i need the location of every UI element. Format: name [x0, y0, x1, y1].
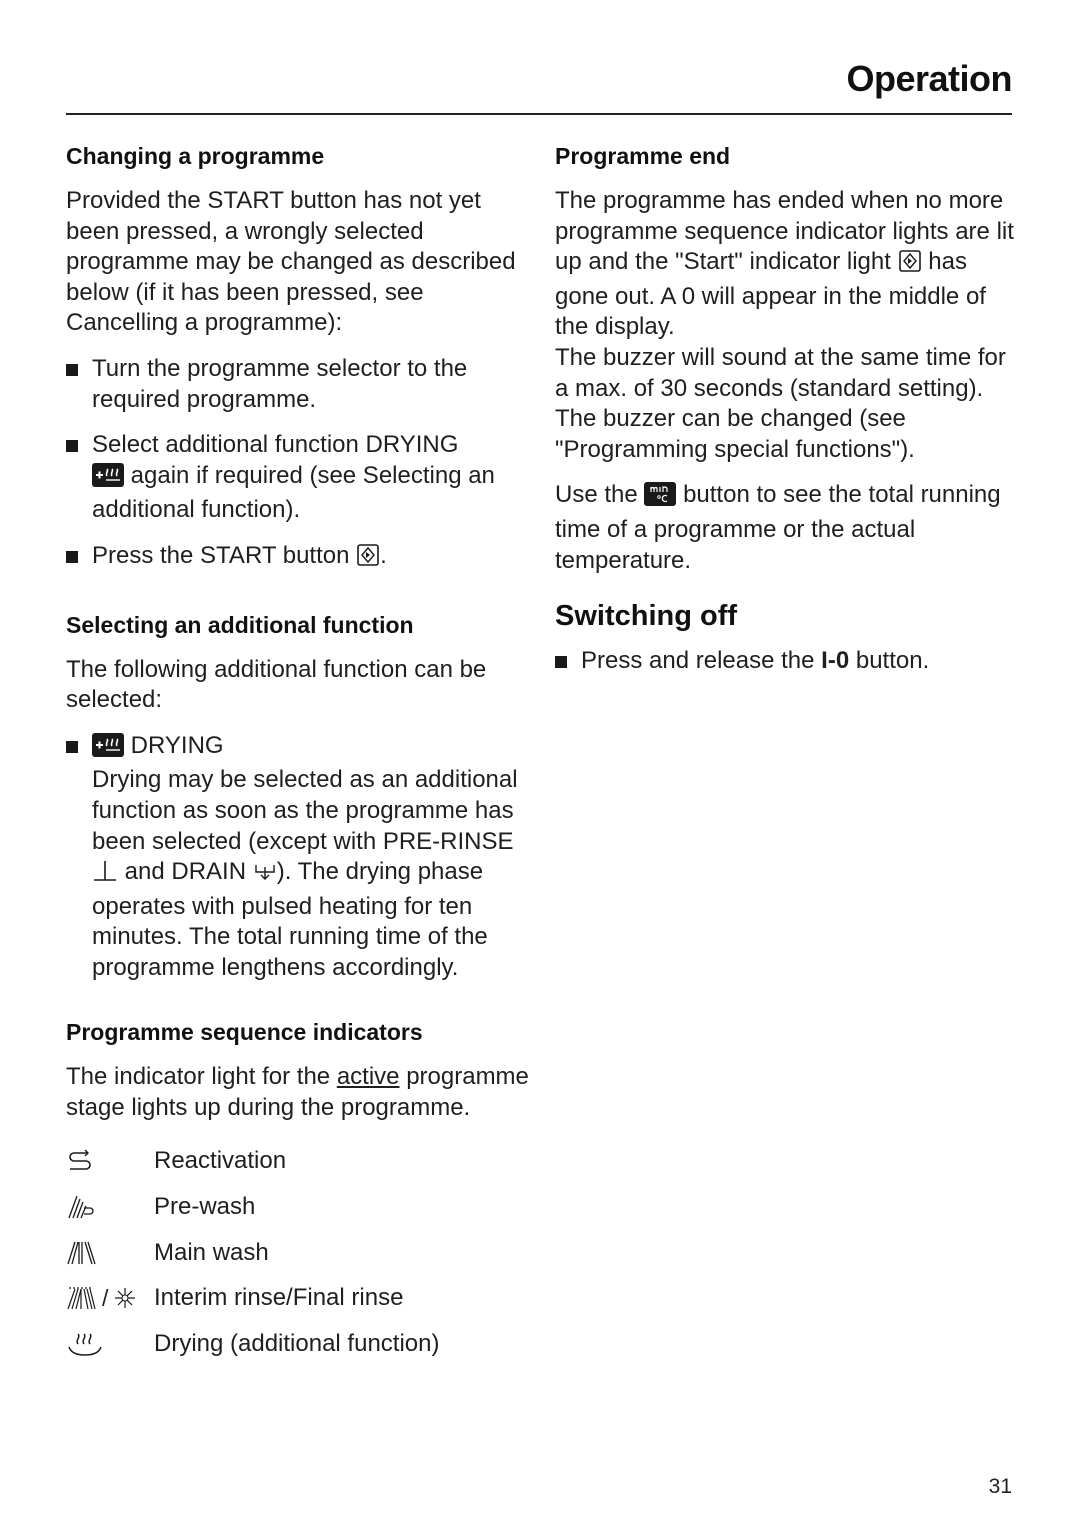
indicator-label: Pre-wash: [154, 1193, 256, 1221]
changing-programme-heading: Changing a programme: [66, 143, 325, 169]
programme-end-text: [555, 186, 1015, 465]
list-item: [555, 646, 1015, 677]
page-header-title: Operation: [846, 58, 1012, 99]
switching-off-heading: Switching off: [555, 600, 738, 633]
start-button-icon: [356, 543, 380, 576]
indicator-label: Reactivation: [154, 1147, 287, 1175]
intro-part: The indicator light for the: [66, 1063, 331, 1091]
i-0-button-label: I-0: [821, 647, 850, 675]
min-temp-button-icon: [644, 482, 676, 515]
bullet-text-part: again if required (see Selecting an additional function).: [92, 461, 495, 524]
left-column: [66, 140, 530, 1367]
indicator-label: Drying (additional function): [154, 1329, 440, 1357]
reactivation-icon: [66, 1149, 154, 1173]
intro-part: programme stage lights up during the programme.: [66, 1063, 529, 1122]
drying-text-part: and DRAIN: [124, 858, 247, 886]
bullet-square-icon: [555, 656, 567, 668]
sequence-indicators-heading: Programme sequence indicators: [66, 1019, 423, 1046]
indicator-label: Interim rinse/Final rinse: [154, 1284, 404, 1312]
sequence-indicators-intro: [66, 1062, 530, 1123]
drying-title: DRYING: [130, 731, 224, 759]
indicator-row-pre-wash: [66, 1184, 530, 1230]
main-wash-icon: [66, 1240, 154, 1266]
programme-end-heading: Programme end: [555, 143, 731, 169]
indicator-row-main-wash: [66, 1230, 530, 1276]
list-item: [66, 354, 530, 415]
active-word: active: [336, 1063, 400, 1091]
bullet-text: [92, 430, 530, 526]
indicator-label: Main wash: [154, 1238, 269, 1266]
drying-text-part: Drying may be selected as an additional function as soon as the programme has been selected (except with PRE-RINSE: [92, 766, 518, 855]
end-text-part: has gone out. A 0 will appear in the middle of the display.: [555, 248, 986, 341]
switch-text-part: button.: [855, 647, 930, 675]
drain-icon: [253, 859, 277, 892]
list-item: [66, 731, 530, 984]
bullet-square-icon: [66, 440, 78, 452]
right-column: [555, 140, 1015, 692]
bullet-text: [581, 646, 1015, 677]
selecting-function-intro: The following additional function can be selected:: [66, 655, 487, 714]
end-text-part: The programme has ended when no more programme sequence indicator lights are lit up and the "Start" indicator light: [555, 187, 1014, 276]
list-item: [66, 541, 530, 576]
pre-rinse-icon: [92, 859, 118, 892]
drying-button-icon: [92, 733, 124, 766]
bullet-text-part: .: [380, 541, 387, 569]
rinse-icon: [66, 1285, 154, 1312]
drying-text-part: ). The drying phase operates with pulsed heating for ten minutes. The total running time of the programme lengthens accordingly.: [92, 858, 488, 981]
switch-text-part: Press and release the: [581, 647, 815, 675]
bullet-square-icon: [66, 551, 78, 563]
bullet-text-part: Press the START button: [92, 541, 350, 569]
list-item: [66, 430, 530, 526]
indicator-row-drying: [66, 1321, 530, 1367]
bullet-text: [92, 541, 530, 576]
end-text-part: The buzzer will sound at the same time for a max. of 30 seconds (standard setting). The buzzer can be changed (see "Programming special functions").: [555, 343, 1006, 463]
pre-wash-icon: [66, 1194, 154, 1220]
drying-button-icon: [92, 463, 124, 496]
bullet-square-icon: [66, 364, 78, 376]
use-text-part: Use the: [555, 481, 638, 509]
changing-programme-intro: Provided the START button has not yet been pressed, a wrongly selected programme may be changed as described below (if it has been pressed, see Cancelling a programme):: [66, 187, 516, 337]
bullet-text-part: Select additional function DRYING: [92, 431, 459, 459]
header-rule: [66, 113, 1012, 115]
bullet-text: Turn the programme selector to the required programme.: [92, 354, 468, 413]
programme-end-use-text: [555, 480, 1015, 576]
bullet-square-icon: [66, 741, 78, 753]
indicator-row-reactivation: [66, 1139, 530, 1185]
start-indicator-icon: [898, 249, 922, 282]
selecting-function-heading: Selecting an additional function: [66, 611, 414, 638]
indicator-row-rinse: [66, 1275, 530, 1321]
rinse-separator: /: [102, 1284, 109, 1311]
page-number: 31: [988, 1475, 1012, 1498]
bullet-text: [92, 731, 530, 984]
drying-icon: [66, 1331, 154, 1357]
use-text-part: button to see the total running time of a programme or the actual temperature.: [555, 481, 1001, 574]
final-rinse-icon: [114, 1287, 136, 1309]
